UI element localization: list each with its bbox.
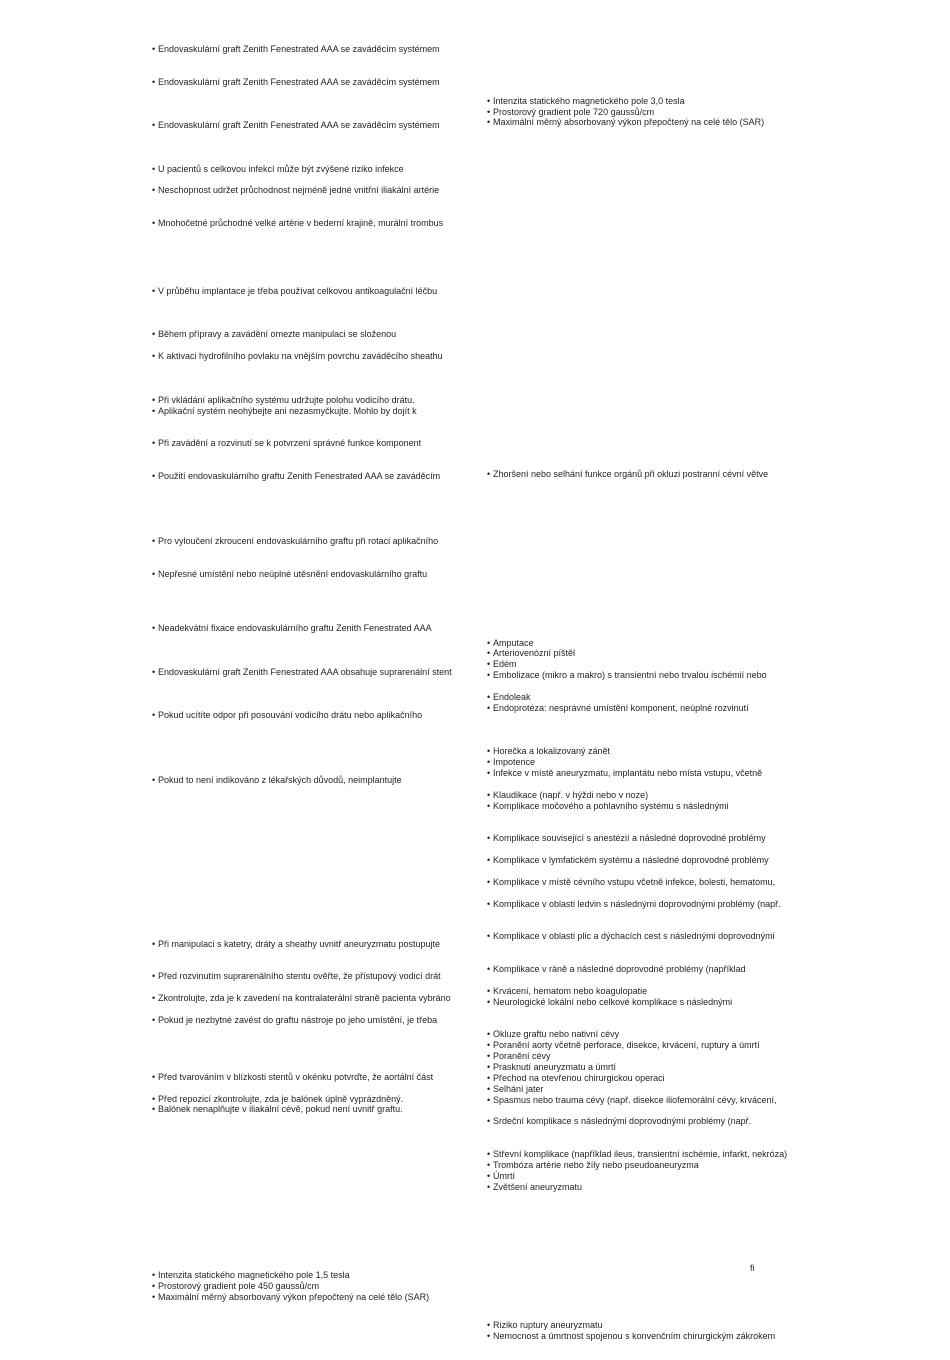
item-text: Úmrtí <box>493 1171 515 1181</box>
bullet: • <box>487 1073 491 1083</box>
list-item <box>487 986 647 997</box>
list-item <box>487 703 749 714</box>
bullet: • <box>152 185 156 195</box>
item-text: Embolizace (mikro a makro) s transientní nebo trvalou ischémií nebo <box>493 670 767 680</box>
item-text: Mnohočetné průchodné velké artérie v bederní krajině, murální trombus <box>158 218 444 228</box>
list-item <box>487 746 610 757</box>
list-item <box>152 1072 433 1083</box>
item-text: Zvětšení aneuryzmatu <box>493 1182 583 1192</box>
bullet: • <box>152 775 156 785</box>
item-text: Zkontrolujte, zda je k zavedení na kontralaterální straně pacienta vybráno <box>158 993 451 1003</box>
item-text: Intenzita statického magnetického pole 1,5 tesla <box>158 1270 350 1280</box>
bullet: • <box>152 471 156 481</box>
list-item <box>152 569 427 580</box>
item-text: Neadekvátní fixace endovaskulárního graftu Zenith Fenestrated AAA <box>158 623 432 633</box>
item-text: Komplikace v lymfatickém systému a následné doprovodné problémy <box>493 855 769 865</box>
list-item <box>152 164 404 175</box>
list-item <box>487 1073 665 1084</box>
list-item <box>152 623 432 634</box>
bullet: • <box>487 1171 491 1181</box>
list-item <box>487 768 762 779</box>
item-text: Amputace <box>493 638 534 648</box>
item-text: V průběhu implantace je třeba používat celkovou antikoagulační léčbu <box>158 286 438 296</box>
bullet: • <box>487 801 491 811</box>
list-item <box>152 1270 350 1281</box>
bullet: • <box>487 638 491 648</box>
item-text: Okluze graftu nebo nativní cévy <box>493 1029 620 1039</box>
list-item <box>152 185 439 196</box>
item-text: K aktivaci hydrofilního povlaku na vnějším povrchu zaváděcího sheathu <box>158 351 443 361</box>
item-text: Během přípravy a zavádění omezte manipulaci se složenou <box>158 329 397 339</box>
item-text: Prasknutí aneuryzmatu a úmrtí <box>493 1062 617 1072</box>
bullet: • <box>152 77 156 87</box>
list-item <box>487 469 768 480</box>
list-item <box>487 801 729 812</box>
bullet: • <box>487 1160 491 1170</box>
list-item <box>487 96 685 107</box>
item-text: Selhání jater <box>493 1084 544 1094</box>
bullet: • <box>487 1095 491 1105</box>
list-item <box>152 993 451 1004</box>
list-item <box>152 1104 403 1115</box>
list-item <box>487 1331 775 1342</box>
bullet: • <box>152 218 156 228</box>
list-item <box>487 1040 760 1051</box>
bullet: • <box>152 406 156 416</box>
bullet: • <box>487 790 491 800</box>
item-text: Endovaskulární graft Zenith Fenestrated AAA se zaváděcím systémem <box>158 44 440 54</box>
item-text: Přechod na otevřenou chirurgickou operaci <box>493 1073 665 1083</box>
bullet: • <box>152 667 156 677</box>
bullet: • <box>152 1094 156 1104</box>
bullet: • <box>152 993 156 1003</box>
bullet: • <box>152 569 156 579</box>
list-item <box>152 44 440 55</box>
list-item <box>152 286 437 297</box>
bullet: • <box>487 964 491 974</box>
list-item <box>487 692 531 703</box>
item-text: Pro vyloučení zkroucení endovaskulárního graftu při rotaci aplikačního <box>158 536 439 546</box>
bullet: • <box>152 536 156 546</box>
bullet: • <box>487 1051 491 1061</box>
bullet: • <box>487 997 491 1007</box>
item-text: Arteriovenózní píštěl <box>493 648 576 658</box>
list-item <box>152 667 452 678</box>
bullet: • <box>487 107 491 117</box>
list-item <box>152 1281 319 1292</box>
list-item <box>152 329 396 340</box>
bullet: • <box>152 1072 156 1082</box>
list-item <box>487 931 775 942</box>
item-text: Před tvarováním v blízkosti stentů v okénku potvrďte, že aortální část <box>158 1072 434 1082</box>
list-item <box>487 1160 699 1171</box>
bullet: • <box>487 659 491 669</box>
item-text: Neurologické lokální nebo celkové komplikace s následnými <box>493 997 733 1007</box>
item-text: Nemocnost a úmrtnost spojenou s konvenčním chirurgickým zákrokem <box>493 1331 776 1341</box>
list-item <box>152 77 440 88</box>
list-item <box>152 120 440 131</box>
bullet: • <box>487 757 491 767</box>
item-text: U pacientů s celkovou infekcí může být zvýšené riziko infekce <box>158 164 404 174</box>
bullet: • <box>152 1292 156 1302</box>
item-text: Střevní komplikace (například ileus, transientní ischémie, infarkt, nekróza) <box>493 1149 788 1159</box>
item-text: Při vkládání aplikačního systému udržujte polohu vodicího drátu. <box>158 395 415 405</box>
bullet: • <box>487 931 491 941</box>
bullet: • <box>152 939 156 949</box>
bullet: • <box>487 986 491 996</box>
list-item <box>487 1171 515 1182</box>
bullet: • <box>487 1029 491 1039</box>
item-text: Poranění cévy <box>493 1051 551 1061</box>
ligature-mark: ﬁ <box>750 1263 755 1273</box>
list-item <box>487 855 769 866</box>
item-text: Pokud ucítíte odpor při posouvání vodicího drátu nebo aplikačního <box>158 710 423 720</box>
list-item <box>152 536 438 547</box>
bullet: • <box>487 1116 491 1126</box>
item-text: Zhoršení nebo selhání funkce orgánů při okluzi postranní cévní větve <box>493 469 769 479</box>
bullet: • <box>487 1320 491 1330</box>
item-text: Riziko ruptury aneuryzmatu <box>493 1320 603 1330</box>
bullet: • <box>487 1182 491 1192</box>
bullet: • <box>487 746 491 756</box>
item-text: Před repozicí zkontrolujte, zda je balónek úplně vyprázdněný. <box>158 1094 404 1104</box>
item-text: Infekce v místě aneuryzmatu, implantátu nebo místa vstupu, včetně <box>493 768 763 778</box>
bullet: • <box>152 1015 156 1025</box>
bullet: • <box>152 120 156 130</box>
bullet: • <box>152 351 156 361</box>
item-text: Prostorový gradient pole 720 gaussů/cm <box>493 107 655 117</box>
bullet: • <box>152 164 156 174</box>
item-text: Pokud to není indikováno z lékařských důvodů, neimplantujte <box>158 775 402 785</box>
list-item <box>487 877 775 888</box>
list-item <box>487 833 766 844</box>
list-item <box>487 1084 544 1095</box>
list-item <box>487 1062 616 1073</box>
list-item <box>487 1116 751 1127</box>
list-item <box>152 775 402 786</box>
list-item <box>152 971 441 982</box>
list-item <box>152 351 443 362</box>
item-text: Endoleak <box>493 692 531 702</box>
item-text: Endovaskulární graft Zenith Fenestrated AAA se zaváděcím systémem <box>158 77 440 87</box>
item-text: Komplikace související s anestézií a následné doprovodné problémy <box>493 833 766 843</box>
item-text: Endovaskulární graft Zenith Fenestrated AAA obsahuje suprarenální stent <box>158 667 452 677</box>
item-text: Poranění aorty včetně perforace, disekce, krvácení, ruptury a úmrtí <box>493 1040 760 1050</box>
list-item <box>487 964 746 975</box>
bullet: • <box>152 438 156 448</box>
bullet: • <box>487 692 491 702</box>
item-text: Maximální měrný absorbovaný výkon přepočtený na celé tělo (SAR) <box>493 117 765 127</box>
list-item <box>487 1149 787 1160</box>
item-text: Klaudikace (např. v hýždi nebo v noze) <box>493 790 649 800</box>
item-text: Impotence <box>493 757 536 767</box>
bullet: • <box>487 117 491 127</box>
item-text: Nepřesné umístění nebo neúplné utěsnění endovaskulárního graftu <box>158 569 428 579</box>
bullet: • <box>152 971 156 981</box>
bullet: • <box>152 44 156 54</box>
item-text: Prostorový gradient pole 450 gaussů/cm <box>158 1281 320 1291</box>
item-text: Endoprotéza: nesprávné umístění komponent, neúplné rozvinutí <box>493 703 749 713</box>
list-item <box>487 670 767 681</box>
item-text: Před rozvinutím suprarenálního stentu ověřte, že přístupový vodicí drát <box>158 971 441 981</box>
bullet: • <box>152 286 156 296</box>
item-text: Při zavádění a rozvinutí se k potvrzení správné funkce komponent <box>158 438 422 448</box>
bullet: • <box>487 1331 491 1341</box>
list-item <box>487 659 517 670</box>
list-item <box>487 648 575 659</box>
list-item <box>487 899 781 910</box>
item-text: Balónek nenaplňujte v iliakální cévě, pokud není uvnitř graftu. <box>158 1104 403 1114</box>
bullet: • <box>152 395 156 405</box>
bullet: • <box>152 710 156 720</box>
list-item <box>152 438 421 449</box>
list-item <box>487 997 732 1008</box>
item-text: Komplikace v místě cévního vstupu včetně infekce, bolesti, hematomu, <box>493 877 776 887</box>
list-item <box>152 1292 429 1303</box>
list-item <box>487 1182 582 1193</box>
bullet: • <box>487 96 491 106</box>
item-text: Komplikace v oblasti ledvin s následnými doprovodnými problémy (např. <box>493 899 781 909</box>
item-text: Komplikace močového a pohlavního systému s následnými <box>493 801 729 811</box>
list-item <box>152 471 440 482</box>
list-item <box>487 1051 551 1062</box>
item-text: Horečka a lokalizovaný zánět <box>493 746 611 756</box>
item-text: Intenzita statického magnetického pole 3,0 tesla <box>493 96 685 106</box>
bullet: • <box>152 623 156 633</box>
bullet: • <box>487 899 491 909</box>
item-text: Krvácení, hematom nebo koagulopatie <box>493 986 648 996</box>
bullet: • <box>487 855 491 865</box>
bullet: • <box>152 1270 156 1280</box>
bullet: • <box>487 877 491 887</box>
item-text: Edém <box>493 659 517 669</box>
item-text: Trombóza artérie nebo žíly nebo pseudoaneuryzma <box>493 1160 699 1170</box>
list-item <box>152 710 422 721</box>
item-text: Pokud je nezbytné zavést do graftu nástroje po jeho umístění, je třeba <box>158 1015 438 1025</box>
list-item <box>487 757 535 768</box>
list-item <box>487 1320 603 1331</box>
item-text: Aplikační systém neohýbejte ani nezasmyčkujte. Mohlo by dojít k <box>158 406 417 416</box>
item-text: Použití endovaskulárního graftu Zenith Fenestrated AAA se zaváděcím <box>158 471 441 481</box>
list-item <box>152 939 440 950</box>
bullet: • <box>152 329 156 339</box>
item-text: Spasmus nebo trauma cévy (např. disekce iliofemorální cévy, krvácení, <box>493 1095 777 1105</box>
list-item <box>152 218 443 229</box>
bullet: • <box>487 469 491 479</box>
list-item <box>487 117 764 128</box>
bullet: • <box>487 1149 491 1159</box>
bullet: • <box>152 1281 156 1291</box>
bullet: • <box>487 833 491 843</box>
item-text: Srdeční komplikace s následnými doprovodnými problémy (např. <box>493 1116 752 1126</box>
item-text: Komplikace v ráně a následné doprovodné problémy (například <box>493 964 746 974</box>
bullet: • <box>152 1104 156 1114</box>
bullet: • <box>487 703 491 713</box>
list-item <box>152 395 415 406</box>
list-item <box>487 1095 776 1106</box>
list-item <box>152 406 417 417</box>
bullet: • <box>487 648 491 658</box>
item-text: Při manipulaci s katetry, dráty a sheathy uvnitř aneuryzmatu postupujte <box>158 939 440 949</box>
list-item <box>487 790 648 801</box>
list-item <box>152 1015 437 1026</box>
item-text: Neschopnost udržet průchodnost nejméně jedné vnitřní iliakální artérie <box>158 185 440 195</box>
item-text: Komplikace v oblasti plic a dýchacích cest s následnými doprovodnými <box>493 931 775 941</box>
bullet: • <box>487 1062 491 1072</box>
bullet: • <box>487 670 491 680</box>
bullet: • <box>487 1084 491 1094</box>
bullet: • <box>487 768 491 778</box>
bullet: • <box>487 1040 491 1050</box>
item-text: Endovaskulární graft Zenith Fenestrated AAA se zaváděcím systémem <box>158 120 440 130</box>
list-item <box>487 1029 619 1040</box>
item-text: Maximální měrný absorbovaný výkon přepočtený na celé tělo (SAR) <box>158 1292 430 1302</box>
